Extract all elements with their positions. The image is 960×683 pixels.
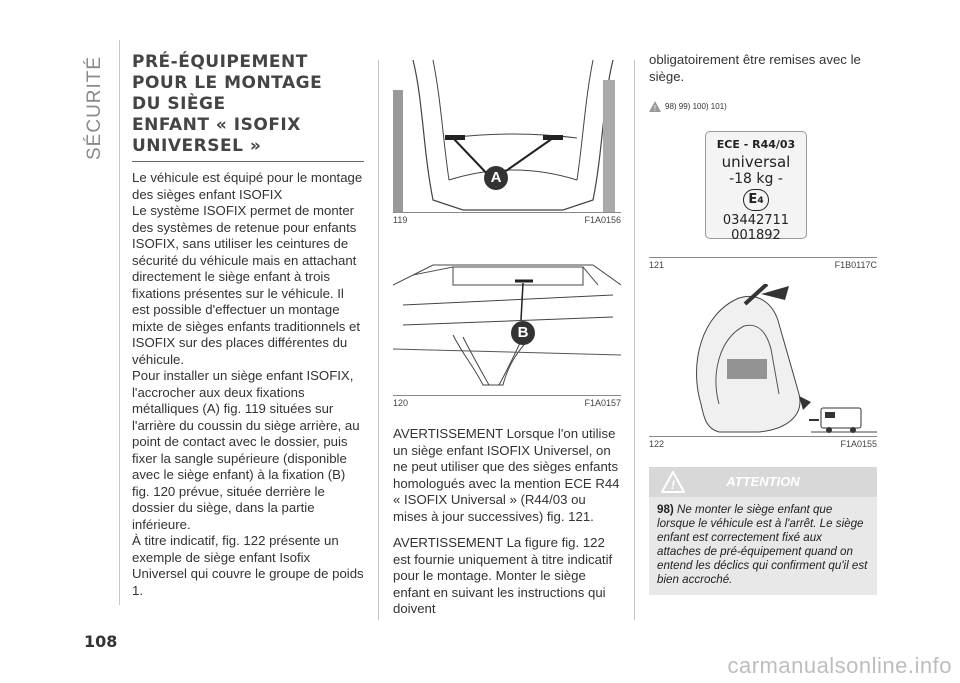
ece-approval-number: 03442711 [722,213,790,228]
figure-119 [393,60,621,225]
attention-text: Ne monter le siège enfant que lorsque le véhicule est à l'arrêt. Le siège enfant est correctement fixé aux attaches de pré-équipement quand on entend les déclics qui confirment qu'il est bien accroché. [657,503,868,586]
warning-paragraph-1: AVERTISSEMENT Lorsque l'on utilise un siège enfant ISOFIX Universel, on ne peut utiliser que des sièges enfants homologués avec la mention ECE R44 « ISOFIX Universal » (R44/03 ou mises à jour successives) fig. 121. [393,426,620,524]
svg-text:!: ! [653,104,657,112]
seat-tether-illustration [393,245,621,395]
figure-number: 122 [649,439,665,449]
side-divider [119,40,120,605]
column-1 [132,52,364,599]
watermark: carmanualsonline.info [727,653,952,678]
warning-triangle-icon [649,101,661,112]
heading-line: UNIVERSEL » [132,136,262,156]
heading-line: DU SIÈGE [132,94,226,114]
reference-numbers: 98) 99) 100) 101) [665,102,727,111]
callout-b: B [511,321,535,345]
figure-code: F1A0157 [584,398,621,408]
figure-caption [393,215,621,229]
figure-number: 120 [393,398,409,408]
figure-122 [649,284,877,449]
column-divider [378,60,379,620]
attention-header [649,467,877,497]
seat-isofix-illustration [393,60,621,212]
ece-universal: universal [721,153,791,171]
figure-120 [393,245,621,408]
svg-text:!: ! [671,478,675,492]
attention-title: ATTENTION [726,474,800,489]
callout-a: A [484,166,508,190]
col1-body-text: Le véhicule est équipé pour le montage des sièges enfant ISOFIX Le système ISOFIX permet de monter des systèmes de retenue pour enfants ISOFIX, sans utiliser les ceintures de sécurité du véhicule mais en attachant directement le siège enfant à trois fixations présentes sur le véhicule. Il est possible d'effectuer un montage mixte de sièges enfants traditionnels et ISOFIX sur des places différentes du véhicule. Pour installer un siège enfant ISOFIX, l'accrocher aux deux fixations métalliques (A) fig. 119 situées sur l'arrière du coussin du siège arrière, au point de contact avec le dossier, puis fixer la sangle supérieure (disponible avec le siège enfant) à la fixation (B) fig. 120 prévue, située derrière le dossier du siège, dans la partie inférieure. À titre indicatif, fig. 122 présente un exemple de siège enfant Isofix Universel qui couvre le groupe de poids 1. [132,170,364,598]
figure-number: 119 [393,215,408,225]
section-heading [132,52,364,157]
heading-line: ENFANT « ISOFIX [132,115,301,135]
figure-code: F1A0155 [840,439,877,449]
page-number: 108 [84,632,118,651]
ece-weight: -18 kg - [729,171,783,187]
figure-code: F1A0156 [584,215,621,225]
col3-body-text: obligatoirement être remises avec le siège. [649,52,861,84]
e-mark-icon: E4 [743,189,769,211]
warning-references [649,101,877,117]
figure-code: F1B0117C [834,260,877,270]
attention-number: 98) [657,503,674,516]
figure-caption [649,260,877,274]
figure-number: 121 [649,260,665,270]
figure-caption [649,439,877,453]
figure-caption [393,398,621,412]
warning-triangle-icon [661,471,685,493]
ece-regulation: ECE - R44/03 [716,138,796,151]
column-2 [393,60,621,618]
section-tab: SÉCURITÉ [84,55,105,160]
heading-line: POUR LE MONTAGE [132,73,323,93]
ece-serial: 001892 [731,228,781,243]
heading-rule [132,161,364,162]
attention-body [649,497,877,595]
child-seat-illustration [649,284,877,436]
ece-label [705,131,807,243]
attention-box [649,467,877,595]
warning-paragraph-2: AVERTISSEMENT La figure fig. 122 est fournie uniquement à titre indicatif pour le montage. Monter le siège enfant en suivant les instructions qui doivent [393,535,613,616]
column-3 [649,52,877,595]
column-divider [634,60,635,620]
heading-line: PRÉ-ÉQUIPEMENT [132,52,308,72]
figure-121 [649,117,877,270]
